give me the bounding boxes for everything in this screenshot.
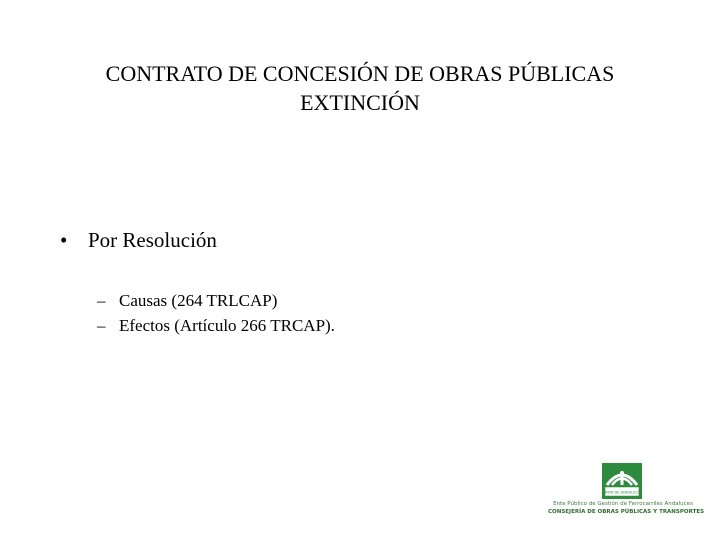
sub-item-dash: – — [97, 291, 106, 310]
logo-text-ente: Ente Público de Gestión de Ferrocarriles Andaluces — [553, 501, 693, 507]
slide-title-line2: EXTINCIÓN — [300, 90, 420, 115]
sub-item-causas — [97, 288, 335, 313]
sub-list — [97, 288, 335, 338]
sub-item-text: Causas (264 TRLCAP) — [119, 291, 278, 310]
bullet-item — [60, 226, 217, 254]
junta-emblem-svg — [602, 463, 642, 499]
slide-title — [0, 59, 720, 117]
sub-item-dash: – — [97, 316, 106, 335]
bullet-dot: • — [60, 228, 68, 252]
bullet-text: Por Resolución — [88, 228, 217, 252]
sub-item-efectos — [97, 313, 335, 338]
slide-title-line1: CONTRATO DE CONCESIÓN DE OBRAS PÚBLICAS — [105, 61, 615, 86]
junta-emblem-icon — [602, 463, 642, 499]
emblem-text: JUNTA DE ANDALUCÍA — [602, 490, 642, 495]
logo-text-consejeria: CONSEJERÍA DE OBRAS PÚBLICAS Y TRANSPORTES — [548, 509, 705, 515]
sub-item-text: Efectos (Artículo 266 TRCAP). — [119, 316, 335, 335]
junta-andalucia-logo — [548, 463, 705, 523]
